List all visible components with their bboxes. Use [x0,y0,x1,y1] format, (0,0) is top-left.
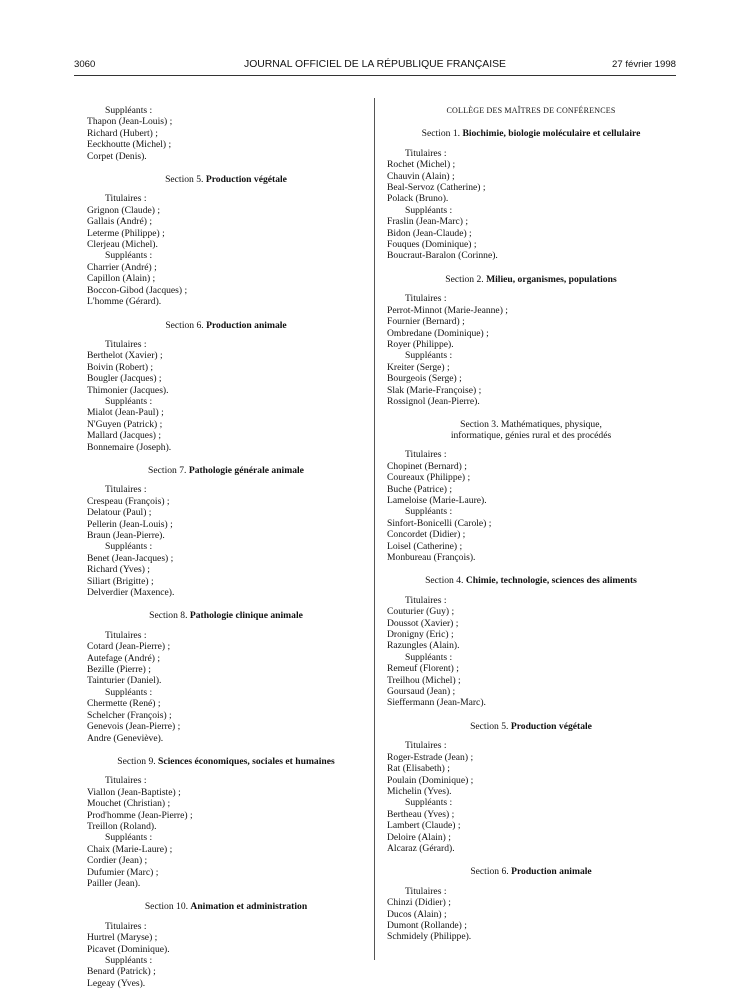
suppleants-label: Suppléants : [405,204,453,216]
titulaire-name: Clerjeau (Michel). [87,239,158,251]
column-divider [374,98,375,960]
titulaire-name: Polack (Bruno). [387,193,449,205]
section-number: Section 2. [445,273,484,285]
titulaires-label: Titulaires : [405,740,447,752]
suppleants-label: Suppléants : [105,832,153,844]
titulaire-name: Roger-Estrade (Jean) ; [387,751,474,763]
titulaires-label: Titulaires : [405,293,447,305]
section-heading [87,756,365,767]
titulaires-label: Titulaires : [405,449,447,461]
suppleants-label: Suppléants : [105,541,153,553]
titulaires-label: Titulaires : [105,775,147,787]
titulaire-name: Royer (Philippe). [387,338,454,350]
suppleants-label: Suppléants : [105,955,153,966]
titulaires-label: Titulaires : [105,338,147,350]
titulaire-name: Rochet (Michel) ; [387,159,456,171]
suppleant-name: Dufumier (Marc) ; [87,866,159,878]
titulaire-name: Ducos (Alain) ; [387,908,447,920]
titulaires-label: Titulaires : [105,920,147,932]
suppleant-name: Sinfort-Bonicelli (Carole) ; [387,517,492,529]
section-heading [387,721,675,732]
titulaire-name: Tainturier (Daniel). [87,675,162,687]
suppleant-name: Goursaud (Jean) ; [387,686,456,698]
suppleants-label: Suppléants : [105,250,153,262]
suppleant-name: Monbureau (François). [387,552,476,563]
titulaire-name: Boivin (Robert) ; [87,361,154,373]
titulaire-name: Picavet (Dominique). [87,943,170,955]
suppleant-name: Rossignol (Jean-Pierre). [387,395,480,407]
titulaire-name: Lameloise (Marie-Laure). [387,494,487,506]
suppleant-name: Genevois (Jean-Pierre) ; [87,721,181,733]
titulaire-name: Leterme (Philippe) ; [87,227,165,239]
titulaire-name: Perrot-Minnot (Marie-Jeanne) ; [387,304,508,316]
section-number: Section 6. [470,866,509,878]
titulaire-name: Couturier (Guy) ; [387,606,455,618]
titulaire-name: Schmidely (Philippe). [387,931,472,943]
header-rule [74,75,676,76]
titulaire-name: Fournier (Bernard) ; [387,316,465,328]
titulaires-label: Titulaires : [105,484,147,496]
titulaire-name: Michelin (Yves). [387,785,452,797]
titulaires-label: Titulaires : [405,147,447,159]
suppleant-name: Bonnemaire (Joseph). [87,441,172,453]
suppleant-name: Kreiter (Serge) ; [387,361,450,373]
publication-date: 27 février 1998 [612,59,676,70]
titulaire-name: Thimonier (Jacques). [87,384,169,396]
suppleants-label: Suppléants : [405,797,453,809]
titulaire-name: Dronigny (Eric) ; [387,629,454,641]
titulaire-name: Viallon (Jean-Baptiste) ; [87,786,181,798]
section-title: Pathologie générale animale [188,464,304,476]
section-title: Sciences économiques, sociales et humaines [158,755,335,767]
suppleant-name: Bourgeois (Serge) ; [387,373,462,385]
section-heading [87,174,365,185]
suppleant-name: N'Guyen (Patrick) ; [87,418,163,430]
suppleant-name: Chaix (Marie-Laure) ; [87,843,173,855]
titulaires-label: Titulaires : [405,885,447,897]
titulaire-name: Autefage (André) ; [87,652,160,664]
suppleant-name: Fraslin (Jean-Marc) ; [387,216,468,228]
suppleant-name: Concordet (Didier) ; [387,529,466,541]
titulaires-label: Titulaires : [105,193,147,205]
titulaire-name: Hurtrel (Maryse) ; [87,932,158,944]
suppleant-name: Alcaraz (Gérard). [387,842,455,854]
section-number: Section 8. [149,610,188,622]
section-title: Chimie, technologie, sciences des aliments [465,575,637,587]
section-heading [387,866,675,877]
suppleants-label: Suppléants : [105,686,153,698]
titulaire-name: Razungles (Alain). [387,640,460,652]
titulaire-name: Grignon (Claude) ; [87,204,161,216]
suppleant-name: Treilhou (Michel) ; [387,674,461,686]
suppleant-name: Lambert (Claude) ; [387,820,461,832]
suppleant-name: Capillon (Alain) ; [87,273,156,285]
suppleant-name: Fouques (Dominique) ; [387,239,477,251]
titulaire-name: Delatour (Paul) ; [87,507,152,519]
titulaire-name: Mouchet (Christian) ; [87,798,171,810]
suppleant-name: Boucraut-Baralon (Corinne). [387,250,498,262]
suppleant-name: Corpet (Denis). [87,150,147,162]
titulaire-name: Crespeau (François) ; [87,495,170,507]
section-number: Section 9. [117,755,156,767]
titulaire-name: Gallais (André) ; [87,216,153,228]
page-number: 3060 [74,59,96,70]
titulaire-name: Bougler (Jacques) ; [87,373,162,385]
titulaire-name: Poulain (Dominique) ; [387,774,474,786]
section-title: Production végétale [205,174,287,186]
titulaire-name: Chopinet (Bernard) ; [387,460,467,472]
suppleant-name: Thapon (Jean-Louis) ; [87,116,173,128]
section-title-line2: informatique, génies rural et des procédés [450,430,612,442]
suppleant-name: Bidon (Jean-Claude) ; [387,227,472,239]
suppleant-name: Eeckhoutte (Michel) ; [87,139,172,151]
titulaire-name: Buche (Patrice) ; [387,483,452,495]
suppleant-name: Benard (Patrick) ; [87,966,156,978]
suppleant-name: Schelcher (François) ; [87,709,172,721]
suppleant-name: Mialot (Jean-Paul) ; [87,407,164,419]
titulaire-name: Doussot (Xavier) ; [387,617,459,629]
left-column [87,105,365,989]
page-header [74,59,676,73]
titulaires-label: Titulaires : [405,594,447,606]
suppleant-name: Bertheau (Yves) ; [387,808,455,820]
suppleant-name: Pailler (Jean). [87,877,141,889]
titulaire-name: Prod'homme (Jean-Pierre) ; [87,809,193,821]
titulaire-name: Braun (Jean-Pierre). [87,530,165,541]
section-heading [87,901,365,912]
titulaire-name: Ombredane (Dominique) ; [387,327,489,339]
section-title: Biochimie, biologie moléculaire et cellulaire [462,128,641,140]
suppleants-label: Suppléants : [405,350,453,362]
suppleant-name: Richard (Hubert) ; [87,127,158,139]
section-title: Milieu, organismes, populations [486,273,617,285]
section-number: Section 4. [425,575,464,587]
suppleant-name: Deloire (Alain) ; [387,831,451,843]
college-title: COLLÈGE DES MAÎTRES DE CONFÉRENCES [446,106,616,115]
titulaire-name: Beal-Servoz (Catherine) ; [387,182,486,194]
section-heading [387,128,675,139]
titulaire-name: Dumont (Rollande) ; [387,919,467,931]
suppleant-name: Delverdier (Maxence). [87,587,175,599]
section-number: Section 1. [421,128,461,140]
suppleant-name: Sieffermann (Jean-Marc). [387,697,486,709]
section-number: Section 5. [470,720,509,732]
section-heading [387,274,675,285]
section-heading [387,419,675,441]
suppleant-name: L'homme (Gérard). [87,296,162,308]
suppleant-name: Slak (Marie-Françoise) ; [387,384,482,396]
section-number: Section 3. [460,419,499,431]
suppleant-name: Richard (Yves) ; [87,564,150,576]
section-heading [87,610,365,621]
suppleant-name: Siliart (Brigitte) ; [87,575,154,587]
right-column [387,105,675,943]
section-title: Production animale [206,319,287,331]
titulaires-label: Titulaires : [105,629,147,641]
titulaire-name: Chauvin (Alain) ; [387,170,455,182]
section-heading [87,465,365,476]
suppleants-label: Suppléants : [105,105,153,116]
section-title: Production animale [511,866,592,878]
titulaire-name: Cotard (Jean-Pierre) ; [87,641,171,653]
section-number: Section 10. [144,901,189,913]
suppleant-name: Cordier (Jean) ; [87,855,148,867]
journal-title: JOURNAL OFFICIEL DE LA RÉPUBLIQUE FRANÇAISE [244,59,506,70]
suppleant-name: Legeay (Yves). [87,977,146,989]
suppleant-name: Remeuf (Florent) ; [387,663,459,675]
suppleant-name: Charrier (André) ; [87,261,157,273]
section-number: Section 6. [165,319,204,331]
suppleants-label: Suppléants : [405,651,453,663]
suppleant-name: Benet (Jean-Jacques) ; [87,552,174,564]
section-heading [387,575,675,586]
section-heading [87,320,365,331]
titulaire-name: Pellerin (Jean-Louis) ; [87,518,173,530]
section-number: Section 5. [165,174,204,186]
titulaire-name: Coureaux (Philippe) ; [387,472,471,484]
section-title: Animation et administration [190,901,308,913]
titulaire-name: Berthelot (Xavier) ; [87,350,163,362]
section-number: Section 7. [148,464,187,476]
titulaire-name: Treillon (Roland). [87,820,157,832]
titulaire-name: Chinzi (Didier) ; [387,897,451,909]
section-title: Pathologie clinique animale [189,610,303,622]
suppleant-name: Chermette (René) ; [87,698,161,710]
titulaire-name: Rat (Elisabeth) ; [387,763,450,775]
section-title: Production végétale [510,720,592,732]
section-title: Mathématiques, physique, [500,419,602,431]
titulaire-name: Bezille (Pierre) ; [87,664,151,676]
suppleant-name: Boccon-Gibod (Jacques) ; [87,284,188,296]
suppleants-label: Suppléants : [405,506,453,518]
suppleants-label: Suppléants : [105,395,153,407]
suppleant-name: Loisel (Catherine) ; [387,540,463,552]
suppleant-name: Andre (Geneviève). [87,732,164,744]
suppleant-name: Mallard (Jacques) ; [87,430,162,442]
